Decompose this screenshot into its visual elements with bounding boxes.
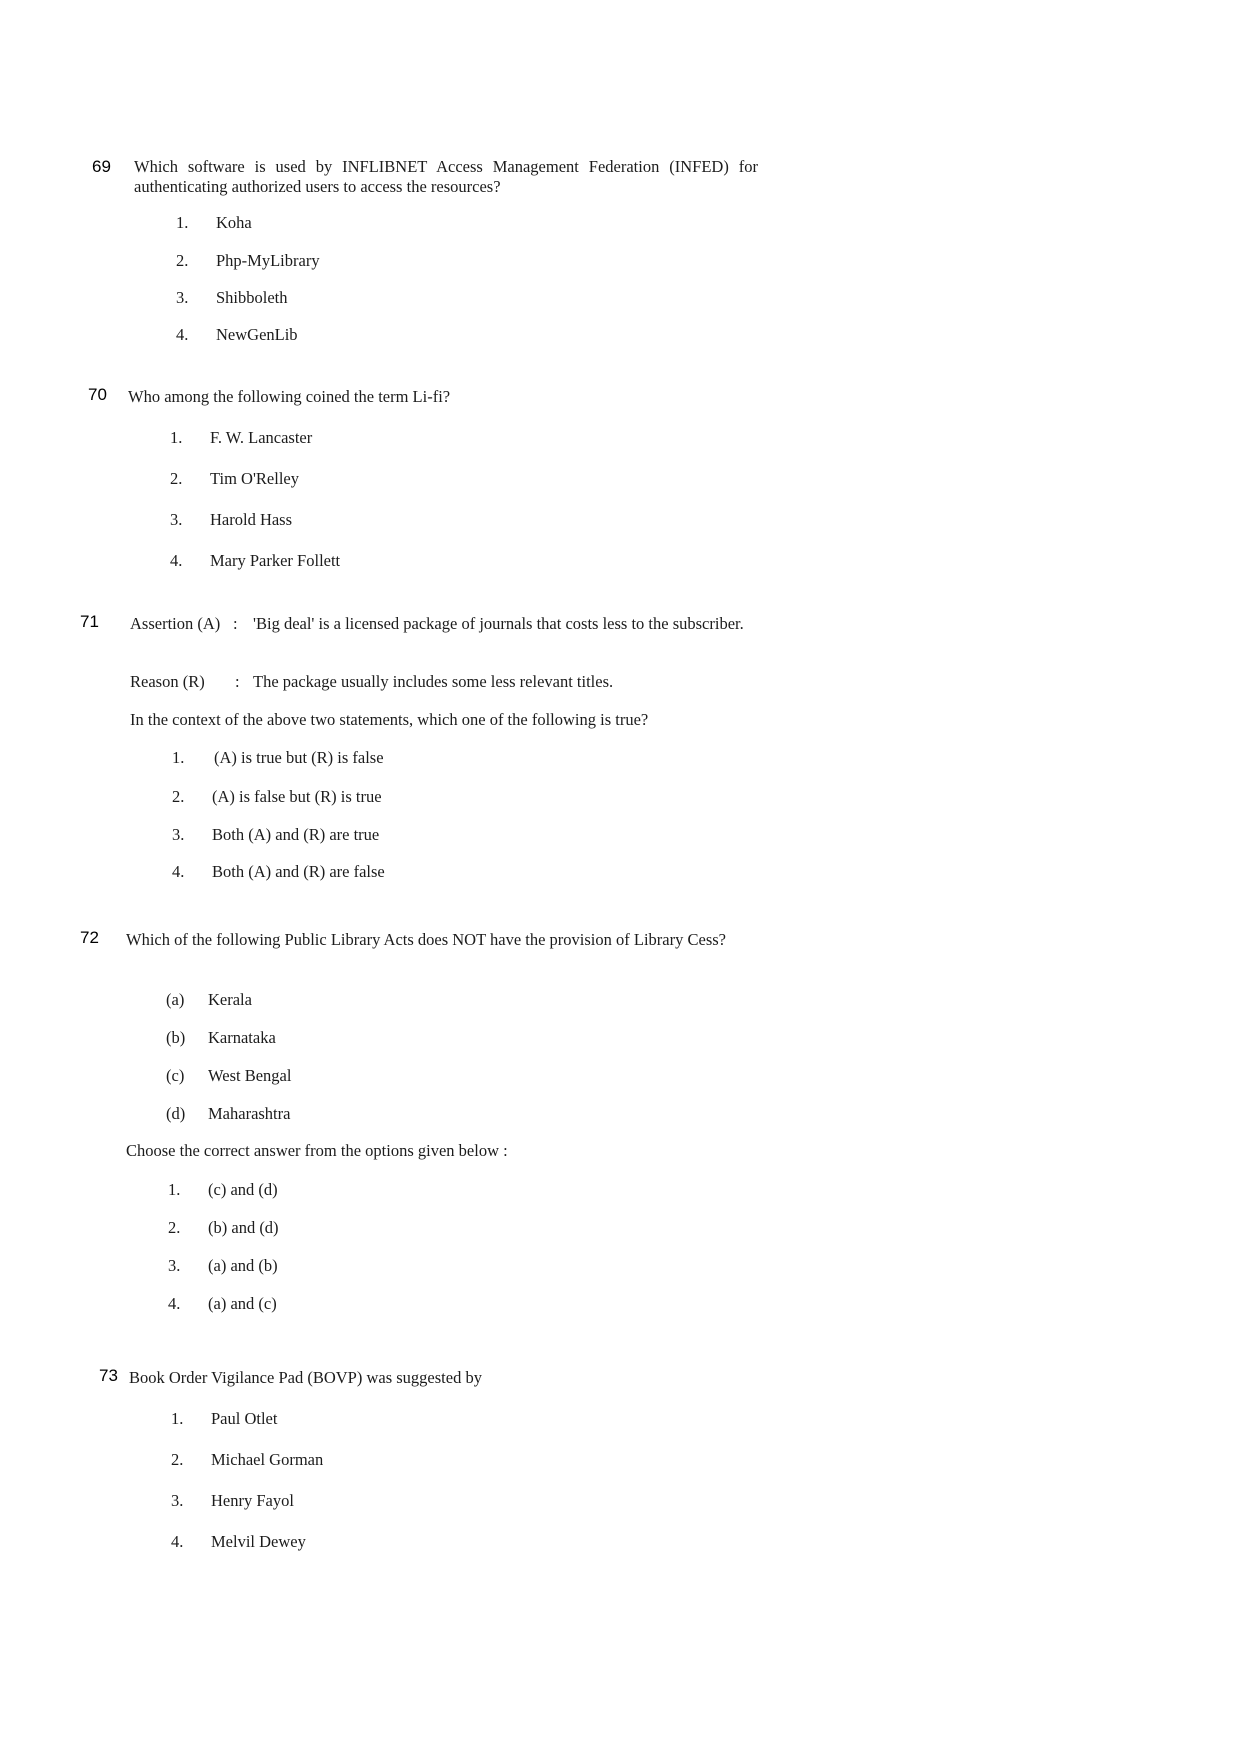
option-number: 1.	[170, 428, 183, 447]
option-text: (a) and (b)	[208, 1256, 278, 1275]
option-3[interactable]	[170, 510, 292, 530]
option-3[interactable]	[172, 825, 379, 845]
question-text: Book Order Vigilance Pad (BOVP) was suggested by	[129, 1368, 482, 1387]
item-d	[166, 1104, 290, 1124]
assertion-colon: :	[233, 614, 238, 633]
option-number: 4.	[172, 862, 185, 881]
option-number: 4.	[170, 551, 183, 570]
option-number: 4.	[171, 1532, 184, 1551]
option-number: 2.	[170, 469, 183, 488]
item-label: (a)	[166, 990, 185, 1009]
option-number: 1.	[172, 748, 185, 767]
option-number: 3.	[170, 510, 183, 529]
assertion-text: 'Big deal' is a licensed package of journals that costs less to the subscriber.	[253, 614, 744, 633]
item-c	[166, 1066, 291, 1086]
option-2[interactable]	[168, 1218, 279, 1238]
option-2[interactable]	[170, 469, 299, 489]
option-text: (A) is false but (R) is true	[212, 787, 382, 806]
option-2[interactable]	[176, 251, 320, 271]
option-3[interactable]	[168, 1256, 278, 1276]
option-text: Koha	[216, 213, 252, 232]
option-number: 1.	[171, 1409, 184, 1428]
item-label: (d)	[166, 1104, 186, 1123]
question-text: Which software is used by INFLIBNET Access Management Federation (INFED) for authenticating authorized users to access the resources?	[134, 157, 758, 196]
question-number: 72	[80, 928, 99, 947]
option-number: 4.	[168, 1294, 181, 1313]
option-number: 2.	[171, 1450, 184, 1469]
item-text: Kerala	[208, 990, 252, 1009]
item-text: West Bengal	[208, 1066, 292, 1085]
option-text: (c) and (d)	[208, 1180, 278, 1199]
question-text: Who among the following coined the term Li-fi?	[128, 387, 451, 406]
reason-text: The package usually includes some less relevant titles.	[253, 672, 614, 691]
item-label: (b)	[166, 1028, 186, 1047]
option-text: (A) is true but (R) is false	[214, 748, 384, 767]
option-1[interactable]	[171, 1409, 277, 1429]
option-1[interactable]	[168, 1180, 278, 1200]
option-number: 3.	[176, 288, 189, 307]
option-number: 1.	[176, 213, 189, 232]
option-number: 4.	[176, 325, 189, 344]
option-4[interactable]	[171, 1532, 306, 1552]
option-text: NewGenLib	[216, 325, 298, 344]
option-number: 2.	[168, 1218, 181, 1237]
reason-label: Reason (R)	[130, 672, 205, 691]
option-2[interactable]	[171, 1450, 323, 1470]
option-text: Paul Otlet	[211, 1409, 278, 1428]
option-4[interactable]	[170, 551, 340, 571]
option-text: F. W. Lancaster	[210, 428, 313, 447]
option-number: 1.	[168, 1180, 181, 1199]
option-text: Mary Parker Follett	[210, 551, 341, 570]
option-text: Both (A) and (R) are true	[212, 825, 380, 844]
option-text: Henry Fayol	[211, 1491, 294, 1510]
option-text: (a) and (c)	[208, 1294, 277, 1313]
option-text: Both (A) and (R) are false	[212, 862, 385, 881]
question-number: 70	[88, 385, 107, 404]
option-text: (b) and (d)	[208, 1218, 279, 1237]
option-text: Melvil Dewey	[211, 1532, 306, 1551]
question-number: 71	[80, 612, 99, 631]
reason-colon: :	[235, 672, 240, 691]
option-4[interactable]	[172, 862, 385, 882]
item-text: Maharashtra	[208, 1104, 291, 1123]
option-text: Michael Gorman	[211, 1450, 324, 1469]
item-b	[166, 1028, 276, 1048]
item-label: (c)	[166, 1066, 185, 1085]
option-text: Tim O'Relley	[210, 469, 300, 488]
option-4[interactable]	[176, 325, 298, 345]
option-number: 3.	[168, 1256, 181, 1275]
option-3[interactable]	[176, 288, 288, 308]
option-3[interactable]	[171, 1491, 294, 1511]
question-number: 69	[92, 157, 111, 176]
option-4[interactable]	[168, 1294, 277, 1314]
item-a	[166, 990, 252, 1010]
option-number: 2.	[172, 787, 185, 806]
question-number: 73	[99, 1366, 118, 1385]
option-text: Shibboleth	[216, 288, 288, 307]
question-prompt: In the context of the above two statements, which one of the following is true?	[130, 710, 649, 729]
option-1[interactable]	[176, 213, 252, 233]
option-1[interactable]	[172, 748, 384, 768]
option-number: 3.	[171, 1491, 184, 1510]
question-text: Which of the following Public Library Acts does NOT have the provision of Library Cess?	[126, 930, 726, 949]
option-text: Php-MyLibrary	[216, 251, 320, 270]
option-number: 2.	[176, 251, 189, 270]
assertion-label: Assertion (A)	[130, 614, 221, 633]
option-number: 3.	[172, 825, 185, 844]
option-text: Harold Hass	[210, 510, 293, 529]
option-2[interactable]	[172, 787, 382, 807]
item-text: Karnataka	[208, 1028, 276, 1047]
option-1[interactable]	[170, 428, 312, 448]
question-prompt: Choose the correct answer from the options given below :	[126, 1141, 508, 1160]
